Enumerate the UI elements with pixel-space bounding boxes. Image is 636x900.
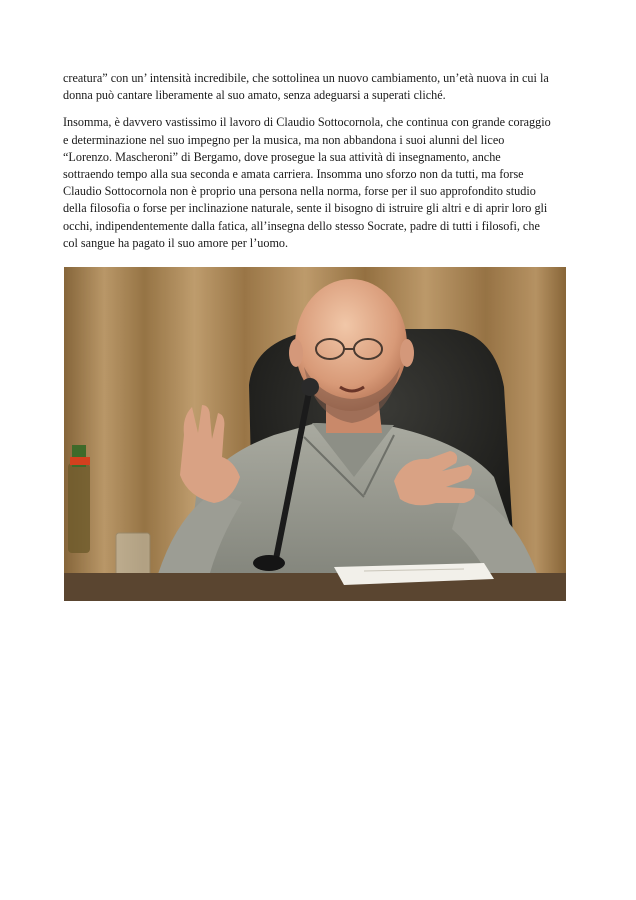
text-line: creatura” con un’ intensità incredibile, che sottolinea un nuovo cambiamento, un’età nuova in cui la: [63, 71, 549, 85]
paragraph-1: [63, 70, 583, 104]
speaker-photo-illustration: [64, 267, 566, 601]
article-text: [63, 70, 583, 252]
text-line: della filosofia o forse per inclinazione naturale, sente il bisogno di istruire gli altri e di aprir loro gli: [63, 201, 548, 216]
text-line: Claudio Sottocornola non è proprio una persona nella norma, forse per il suo approfondito studio: [63, 184, 536, 199]
text-line: e determinazione nel suo impegno per la musica, ma non abbandona i suoi alunni del liceo: [63, 132, 505, 147]
text-line: Insomma, è davvero vastissimo il lavoro di Claudio Sottocornola, che continua con grande coraggio: [63, 115, 551, 130]
text-line: col sangue ha pagato il suo amore per l’uomo.: [63, 235, 289, 250]
speaker-photo: [64, 267, 566, 601]
paragraph-2: [63, 114, 583, 252]
text-line: sottraendo tempo alla sua seconda e amata carriera. Insomma uno sforzo non da tutti, ma forse: [63, 167, 524, 182]
text-line: occhi, indipendentemente dalla fatica, all’insegna dello stesso Socrate, padre di tutti i filosofi, che: [63, 218, 540, 233]
text-line: donna può cantare liberamente al suo amato, senza adeguarsi a superati cliché.: [63, 88, 446, 103]
text-line: “Lorenzo. Mascheroni” di Bergamo, dove prosegue la sua attività di insegnamento, anche: [63, 149, 501, 164]
